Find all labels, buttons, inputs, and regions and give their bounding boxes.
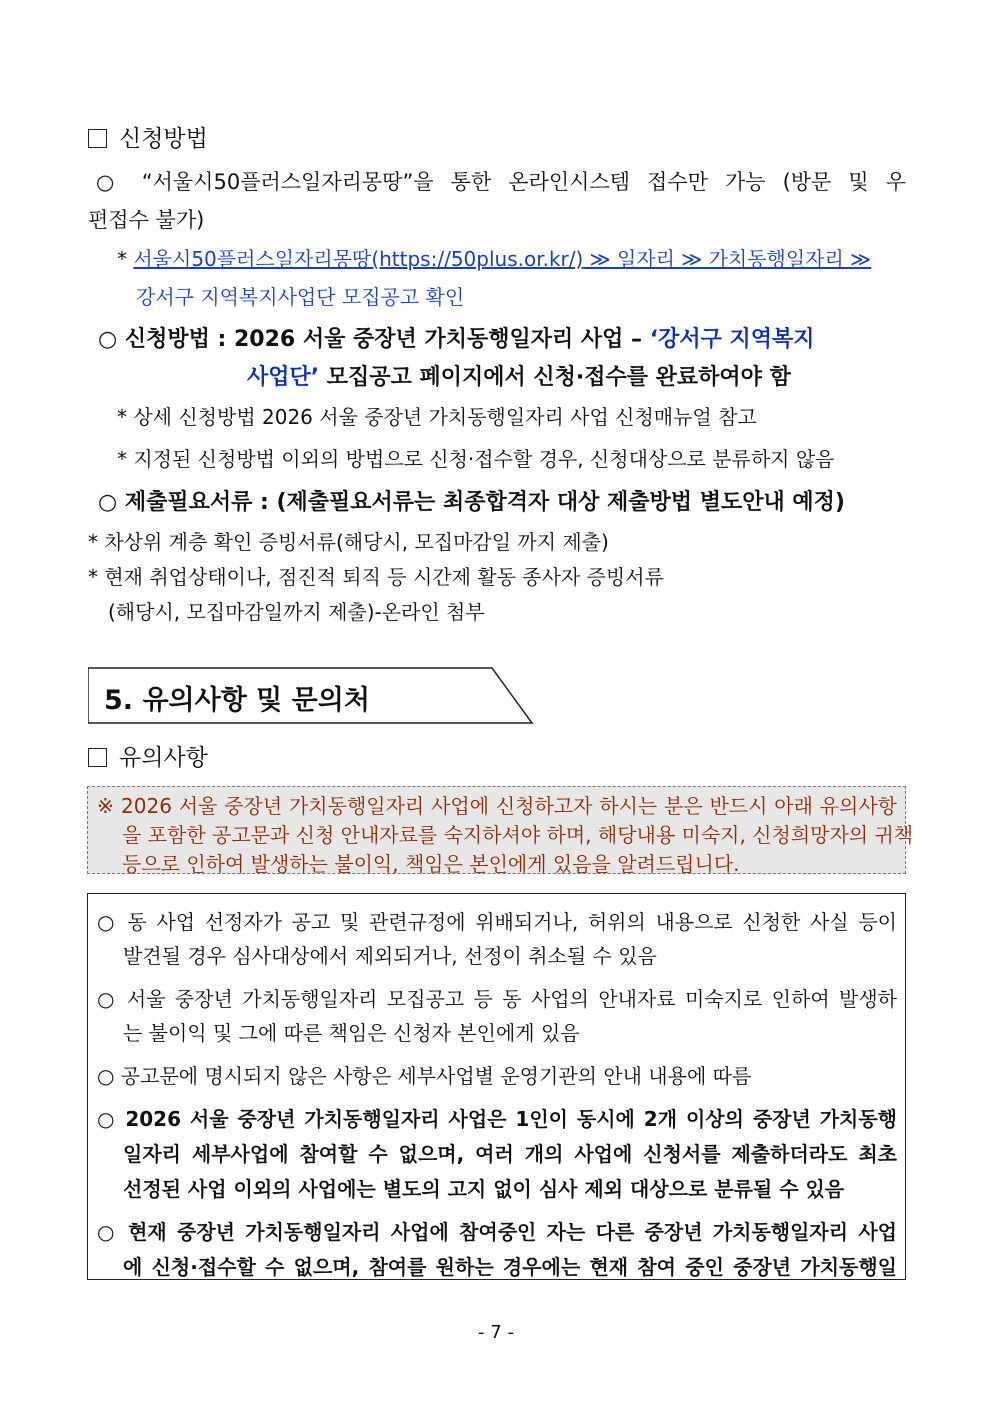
- apply-item2-highlight2: 사업단’: [247, 365, 320, 390]
- section-heading-apply: [88, 120, 208, 153]
- menu-path-text: ≫ 일자리 ≫ 가치동행일자리 ≫: [583, 247, 872, 271]
- apply-item2-rest: 모집공고 페이지에서 신청·접수를 완료하여야 함: [319, 365, 791, 390]
- caution-item-2-line1: ○ 서울 중장년 가치동행일자리 모집공고 등 동 사업의 안내자료 미숙지로 인하여 발생하: [97, 987, 897, 1011]
- caution-item-4-line3: 선정된 사업 이외의 사업에는 별도의 고지 없이 심사 제외 대상으로 분류될 수 있음: [123, 1177, 845, 1201]
- apply-item2-prefix: ○ 신청방법 : 2026 서울 중장년 가치동행일자리 사업 –: [98, 327, 650, 352]
- apply-sub-note2: * 지정된 신청방법 이외의 방법으로 신청·접수할 경우, 신청대상으로 분류하지 않음: [117, 447, 835, 471]
- note-star: *: [117, 247, 127, 271]
- doc-note1: * 차상위 계층 확인 증빙서류(해당시, 모집마감일 까지 제출): [88, 530, 609, 554]
- caution-item-4-line2: 일자리 세부사업에 참여할 수 없으며, 여러 개의 사업에 신청서를 제출하더라도 최초: [123, 1142, 897, 1166]
- caution-item-2-line2: 는 불이익 및 그에 따른 책임은 신청자 본인에게 있음: [123, 1021, 580, 1045]
- apply-item1-line2: 편접수 불가): [88, 208, 205, 232]
- caution-item-5-line2: 에 신청·접수할 수 없으며, 참여를 원하는 경우에는 현재 참여 중인 중장년 가치동행일: [123, 1255, 897, 1279]
- section-heading-notice: [88, 739, 208, 772]
- caution-item-5-line1: ○ 현재 중장년 가치동행일자리 사업에 참여중인 자는 다른 중장년 가치동행일자리 사업: [97, 1220, 897, 1244]
- notice-line3: 등으로 인하여 발생하는 불이익, 책임은 본인에게 있음을 알려드립니다.: [122, 852, 740, 876]
- apply-item2-line1: [98, 322, 906, 353]
- section-heading-label: 유의사항: [119, 745, 208, 771]
- checkbox-square-icon: [88, 748, 107, 767]
- doc-note2: * 현재 취업상태이나, 점진적 퇴직 등 시간제 활동 종사자 증빙서류: [88, 565, 664, 589]
- checkbox-square-icon: [88, 129, 107, 148]
- notice-line1: ※ 2026 서울 중장년 가치동행일자리 사업에 신청하고자 하시는 분은 반드시 아래 유의사항: [97, 794, 897, 818]
- caution-item-1-line1: ○ 동 사업 선정자가 공고 및 관련규정에 위배되거나, 허위의 내용으로 신청한 사실 등이: [97, 910, 897, 934]
- doc-note3: (해당시, 모집마감일까지 제출)-온라인 첨부: [108, 600, 485, 624]
- apply-item3: ○ 제출필요서류 : (제출필요서류는 최종합격자 대상 제출방법 별도안내 예정): [98, 490, 845, 515]
- apply-note-link-line: [117, 243, 871, 272]
- apply-note-line2: 강서구 지역복지사업단 모집공고 확인: [136, 285, 465, 309]
- section-heading-label: 신청방법: [119, 126, 208, 152]
- apply-item1-line1: ○ “서울시50플러스일자리몽땅”을 통한 온라인시스템 접수만 가능 (방문 및 우: [96, 170, 906, 194]
- caution-item-1-line2: 발견될 경우 심사대상에서 제외되거나, 선정이 취소될 수 있음: [123, 944, 657, 968]
- apply-sub-note1: * 상세 신청방법 2026 서울 중장년 가치동행일자리 사업 신청매뉴얼 참고: [117, 405, 757, 429]
- caution-item-4-line1: ○ 2026 서울 중장년 가치동행일자리 사업은 1인이 동시에 2개 이상의 중장년 가치동행: [97, 1107, 897, 1131]
- 50plus-site-link[interactable]: 서울시50플러스일자리몽땅(https://50plus.or.kr/): [133, 247, 584, 271]
- caution-item-3-line1: ○ 공고문에 명시되지 않은 사항은 세부사업별 운영기관의 안내 내용에 따름: [97, 1064, 752, 1088]
- notice-line2: 을 포함한 공고문과 신청 안내자료를 숙지하셔야 하며, 해당내용 미숙지, 신청희망자의 귀책: [122, 823, 914, 847]
- section5-title: 5. 유의사항 및 문의처: [104, 685, 370, 716]
- apply-item2-highlight1: ‘강서구 지역복지: [649, 327, 815, 352]
- apply-item2-line2: [247, 360, 791, 391]
- page-number: - 7 -: [478, 1322, 514, 1343]
